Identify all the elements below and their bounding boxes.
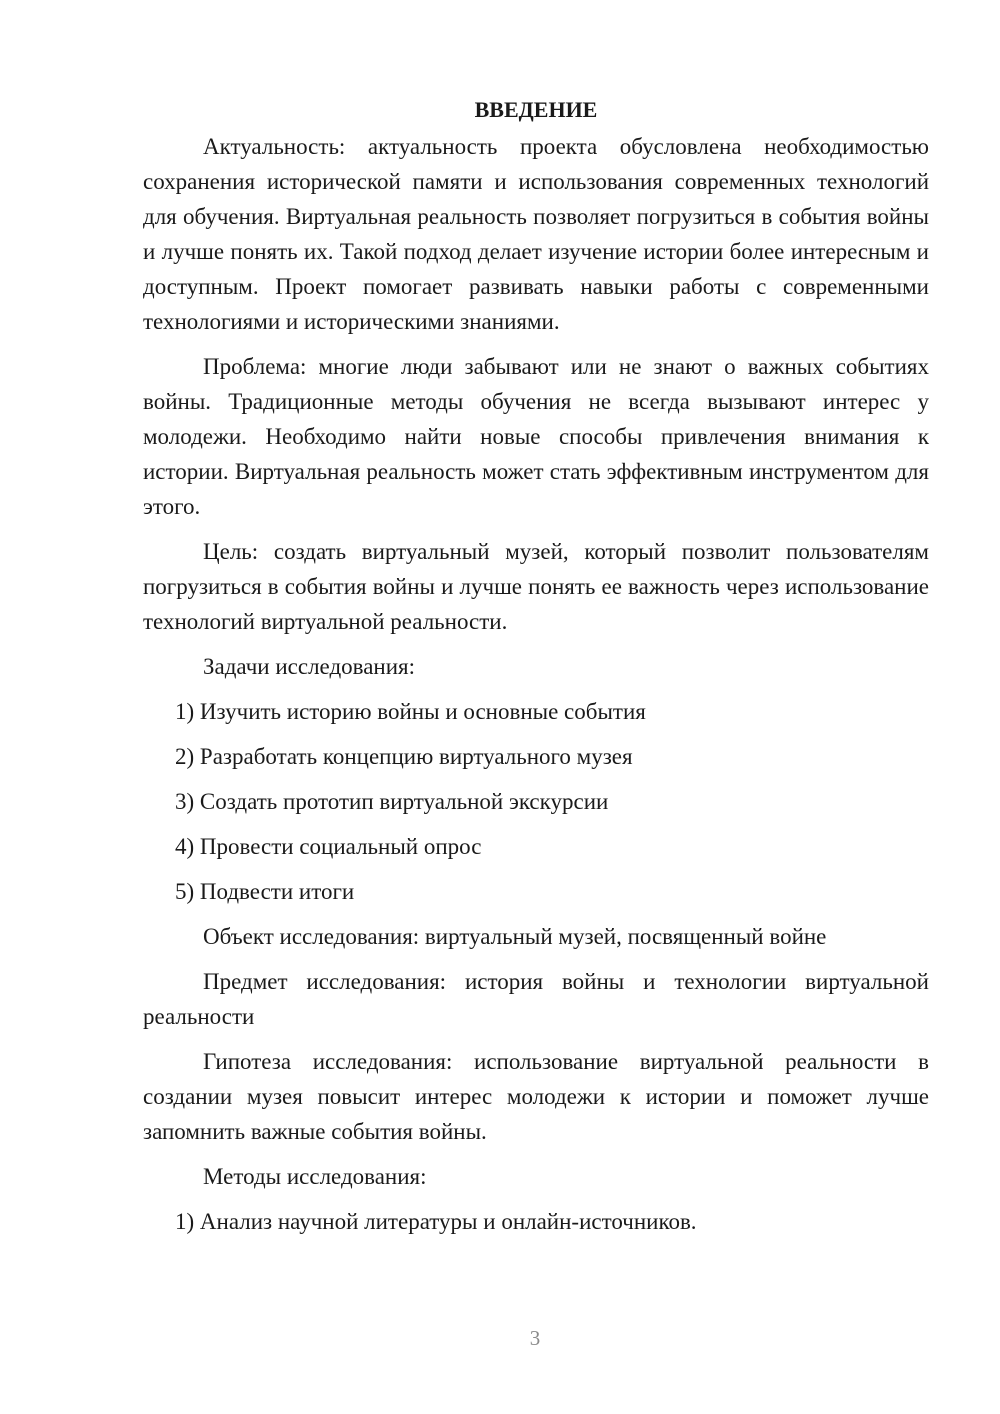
problem-paragraph: Проблема: многие люди забывают или не знают о важных событиях войны. Традиционные методы обучения не всегда вызывают интерес у молодежи. Необходимо найти новые способы привлечения внимания к истории. Виртуальная реальность может стать эффективным инструментом для этого. [143, 354, 929, 519]
method-item: 1) Анализ научной литературы и онлайн-источников. [175, 1209, 697, 1234]
page-number: 3 [529, 1326, 541, 1350]
methods-heading: Методы исследования: [203, 1164, 427, 1189]
task-item: 2) Разработать концепцию виртуального музея [175, 744, 633, 769]
page-content [143, 92, 929, 1249]
hypothesis-paragraph: Гипотеза исследования: использование виртуальной реальности в создании музея повысит интерес молодежи к истории и поможет лучше запомнить важные события войны. [143, 1049, 929, 1144]
subject-paragraph: Предмет исследования: история войны и технологии виртуальной реальности [143, 969, 929, 1029]
task-item: 1) Изучить историю войны и основные события [175, 699, 646, 724]
task-item: 4) Провести социальный опрос [175, 834, 482, 859]
task-item: 3) Создать прототип виртуальной экскурсии [175, 789, 609, 814]
task-item: 5) Подвести итоги [175, 879, 355, 904]
relevance-paragraph: Актуальность: актуальность проекта обусловлена необходимостью сохранения исторической памяти и использования современных технологий для обучения. Виртуальная реальность позволяет погрузиться в события войны и лучше понять их. Такой подход делает изучение истории более интересным и доступным. Проект помогает развивать навыки работы с современными технологиями и историческими знаниями. [143, 134, 929, 334]
goal-paragraph: Цель: создать виртуальный музей, который позволит пользователям погрузиться в события войны и лучше понять ее важность через использование технологий виртуальной реальности. [143, 539, 929, 634]
page-title: ВВЕДЕНИЕ [474, 97, 598, 122]
object-line: Объект исследования: виртуальный музей, посвященный войне [203, 924, 827, 949]
tasks-heading: Задачи исследования: [203, 654, 416, 679]
